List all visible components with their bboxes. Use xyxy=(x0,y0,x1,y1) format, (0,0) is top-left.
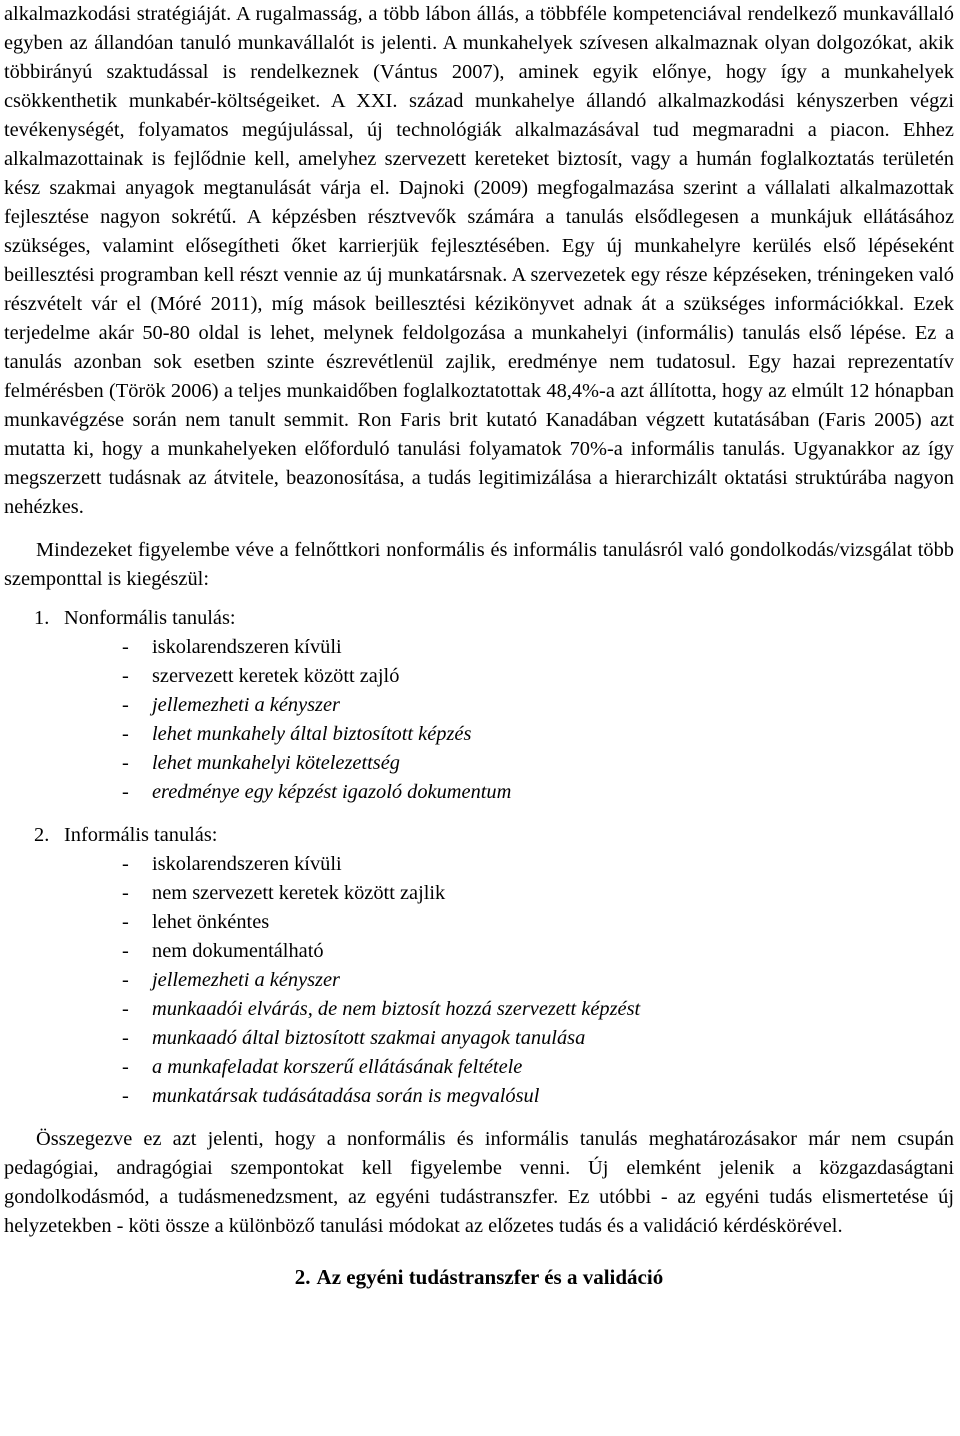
list-item xyxy=(122,633,954,662)
nonformal-list xyxy=(4,604,954,807)
dash-marker: - xyxy=(122,911,129,933)
list-item xyxy=(122,908,954,937)
list-item xyxy=(122,720,954,749)
list-item xyxy=(122,749,954,778)
list-heading xyxy=(34,821,954,850)
list-item xyxy=(122,1024,954,1053)
list-item-text: szervezett keretek között zajló xyxy=(152,665,400,687)
list-item-text: jellemezheti a kényszer xyxy=(152,969,340,991)
list-item-text: lehet munkahely által biztosított képzés xyxy=(152,723,472,745)
list-number: 1. xyxy=(34,607,50,629)
list-item-text: iskolarendszeren kívüli xyxy=(152,853,342,875)
list-item-text: a munkafeladat korszerű ellátásának feltétele xyxy=(152,1056,523,1078)
list-item-text: munkatársak tudásátadása során is megvalósul xyxy=(152,1085,540,1107)
list-item-text: nem szervezett keretek között zajlik xyxy=(152,882,446,904)
list-item xyxy=(122,966,954,995)
dash-marker: - xyxy=(122,752,129,774)
list-item-text: iskolarendszeren kívüli xyxy=(152,636,342,658)
dash-marker: - xyxy=(122,969,129,991)
list-item xyxy=(122,995,954,1024)
list-item-text: eredménye egy képzést igazoló dokumentum xyxy=(152,781,512,803)
section-title: Az egyéni tudástranszfer és a validáció xyxy=(316,1265,664,1289)
list-item xyxy=(122,662,954,691)
list-heading xyxy=(34,604,954,633)
list-item xyxy=(122,691,954,720)
dash-marker: - xyxy=(122,998,129,1020)
list-item xyxy=(122,1082,954,1111)
body-paragraph-2: Mindezeket figyelembe véve a felnőttkori nonformális és informális tanulásról való gondolkodás/vizsgálat több szemponttal is kiegészül: xyxy=(4,539,954,590)
list-item-text: nem dokumentálható xyxy=(152,940,324,962)
dash-marker: - xyxy=(122,882,129,904)
dash-marker: - xyxy=(122,1027,129,1049)
dash-marker: - xyxy=(122,853,129,875)
dash-marker: - xyxy=(122,636,129,658)
list-item-text: munkaadó által biztosított szakmai anyagok tanulása xyxy=(152,1027,586,1049)
list-item-text: lehet önkéntes xyxy=(152,911,270,933)
list-number: 2. xyxy=(34,824,50,846)
list-title: Nonformális tanulás: xyxy=(64,607,236,629)
list-item xyxy=(122,937,954,966)
list-items xyxy=(4,633,954,807)
list-item xyxy=(122,1053,954,1082)
body-paragraph-1: alkalmazkodási stratégiáját. A rugalmasság, a több lábon állás, a többféle kompetenciával rendelkező munkavállaló egyben az állandóan tanuló munkavállalót is jelenti. A munkahelyek szívesen alkalmaznak olyan dolgozókat, akik többirányú szaktudással is rendelkeznek (Vántus 2007), aminek egyik előnye, hogy így a munkahelyek csökkenthetik munkabér-költségeiket. A XXI. század munkahelye állandó alkalmazkodási kényszerben végzi tevékenységét, folyamatos megújulással, új technológiák alkalmazásával tud megmaradni a piacon. Ehhez alkalmazottainak is fejlődnie kell, amelyhez szervezett kereteket biztosít, vagy a humán foglalkoztatás területén kész szakmai anyagok megtanulását várja el. Dajnoki (2009) megfogalmazása szerint a vállalati alkalmazottak fejlesztése nagyon sokrétű. A képzésben résztvevők számára a tanulás elsődlegesen a munkájuk ellátásához szükséges, valamint elősegítheti őket karrierjük fejlesztésében. Egy új munkahelyre kerülés első lépéseként beillesztési programban kell részt vennie az új munkatársnak. A szervezetek egy része képzéseken, tréningeken való részvételt vár el (Móré 2011), míg mások beillesztési kézikönyvet adnak át a szükséges információkkal. Ezek terjedelme akár 50-80 oldal is lehet, melynek feldolgozása a munkahelyi (informális) tanulás első lépése. Ez a tanulás azonban sok esetben szinte észrevétlenül zajlik, eredménye nem tudatosul. Egy hazai reprezentatív felmérésben (Török 2006) a teljes munkaidőben foglalkoztatottak 48,4%-a azt állította, hogy az elmúlt 12 hónapban munkavégzése során nem tanult semmit. Ron Faris brit kutató Kanadában végzett kutatásában (Faris 2005) azt mutatta ki, hogy a munkahelyeken előforduló tanulási folyamatok 70%-a informális tanulás. Ugyanakkor az így megszerzett tudásnak az átvitele, beazonosítása, a tudás legitimizálása a hierarchizált oktatási struktúrába nagyon nehézkes. xyxy=(4,3,954,518)
list-item-text: jellemezheti a kényszer xyxy=(152,694,340,716)
dash-marker: - xyxy=(122,723,129,745)
list-item xyxy=(122,850,954,879)
dash-marker: - xyxy=(122,1056,129,1078)
section-heading xyxy=(4,1263,954,1292)
dash-marker: - xyxy=(122,665,129,687)
dash-marker: - xyxy=(122,694,129,716)
dash-marker: - xyxy=(122,940,129,962)
body-paragraph-3: Összegezve ez azt jelenti, hogy a nonformális és informális tanulás meghatározásakor már nem csupán pedagógiai, andragógiai szempontokat kell figyelembe venni. Új elemként jelenik a közgazdaságtani gondolkodásmód, a tudásmenedzsment, az egyéni tudástranszfer. Ez utóbbi - az egyéni tudás elismertetése új helyzetekben - köti össze a különböző tanulási módokat az előzetes tudás és a validáció kérdéskörével. xyxy=(4,1128,954,1237)
list-item-text: munkaadói elvárás, de nem biztosít hozzá szervezett képzést xyxy=(152,998,641,1020)
section-number: 2. xyxy=(294,1265,311,1289)
dash-marker: - xyxy=(122,781,129,803)
list-item-text: lehet munkahelyi kötelezettség xyxy=(152,752,400,774)
list-items xyxy=(4,850,954,1111)
list-title: Informális tanulás: xyxy=(64,824,218,846)
list-item xyxy=(122,879,954,908)
list-item xyxy=(122,778,954,807)
dash-marker: - xyxy=(122,1085,129,1107)
informal-list xyxy=(4,821,954,1111)
